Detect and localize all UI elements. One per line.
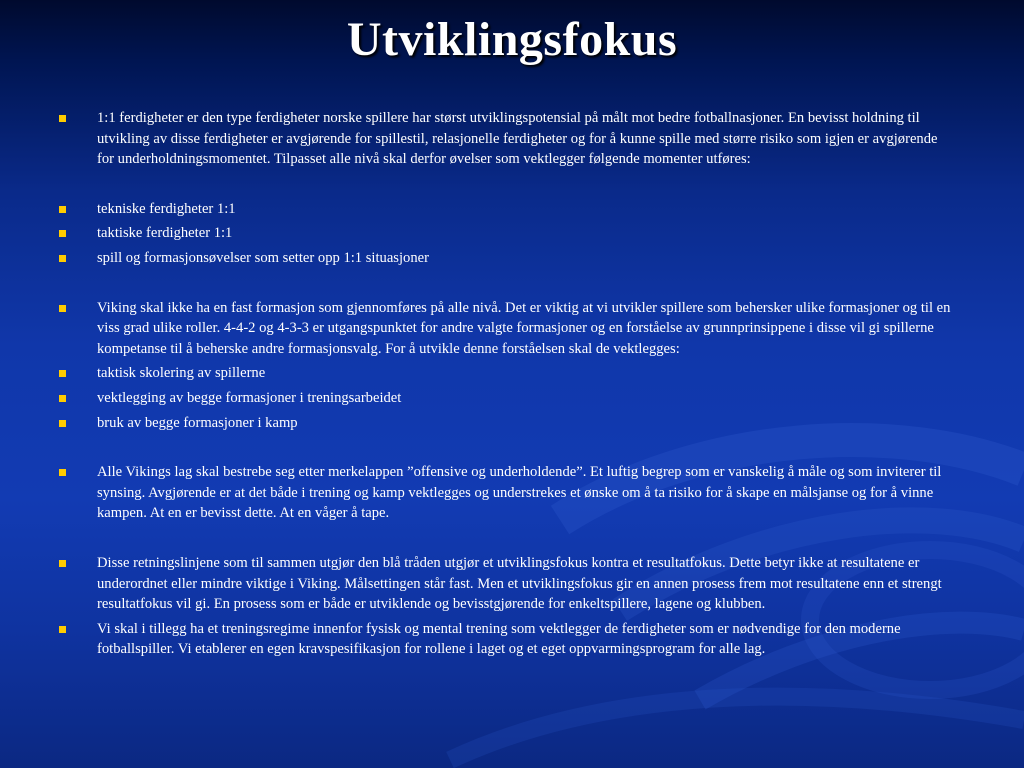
bullet-item <box>58 298 958 360</box>
square-bullet-icon <box>59 560 66 567</box>
bullet-text: taktiske ferdigheter 1:1 <box>97 225 233 242</box>
slide-content <box>58 108 958 660</box>
bullet-item <box>58 363 958 384</box>
bullet-item <box>58 413 958 434</box>
bullet-item <box>58 462 958 524</box>
bullet-text: Alle Vikings lag skal bestrebe seg etter merkelappen ”offensive og underholdende”. Et luftig begrep som er vanskelig å måle og som inviterer til synsing. Avgjørende er at det både i trening og kamp vektlegges og understrekes et ønske om å ta risiko for å skape en målsjanse og for å vinne kampen. At en er bevisst dette. At en våger å tape. <box>97 464 942 522</box>
bullet-item <box>58 248 958 269</box>
square-bullet-icon <box>59 206 66 213</box>
bullet-item <box>58 553 958 615</box>
bullet-item <box>58 108 958 170</box>
bullet-text: spill og formasjonsøvelser som setter opp 1:1 situasjoner <box>97 249 429 266</box>
bullet-item <box>58 619 958 660</box>
square-bullet-icon <box>59 115 66 122</box>
bullet-text: taktisk skolering av spillerne <box>97 365 266 382</box>
square-bullet-icon <box>59 395 66 402</box>
bullet-item <box>58 223 958 244</box>
square-bullet-icon <box>59 469 66 476</box>
bullet-text: bruk av begge formasjoner i kamp <box>97 414 298 431</box>
square-bullet-icon <box>59 626 66 633</box>
square-bullet-icon <box>59 230 66 237</box>
square-bullet-icon <box>59 420 66 427</box>
bullet-text: vektlegging av begge formasjoner i treningsarbeidet <box>97 389 402 406</box>
square-bullet-icon <box>59 305 66 312</box>
slide-title: Utviklingsfokus <box>346 13 678 66</box>
bullet-text: Vi skal i tillegg ha et treningsregime innenfor fysisk og mental trening som vektlegger de ferdigheter som er nødvendige for den moderne fotballspiller. Vi etablerer en egen kravspesifikasjon for rollene i laget og et eget oppvarmingsprogram for alle lag. <box>97 620 901 658</box>
square-bullet-icon <box>59 370 66 377</box>
bullet-text: tekniske ferdigheter 1:1 <box>97 200 236 217</box>
square-bullet-icon <box>59 255 66 262</box>
bullet-item <box>58 199 958 220</box>
bullet-text: Viking skal ikke ha en fast formasjon som gjennomføres på alle nivå. Det er viktig at vi utvikler spillere som behersker ulike formasjoner og til en viss grad ulike roller. 4-4-2 og 4-3-3 er utgangspunktet for andre valgte formasjoner og en forståelse av grunnprinsippene i disse vil gi spillerne kompetanse til å beherske andre formasjonsvalg. For å utvikle denne forståelsen skal de vektlegges: <box>97 299 951 357</box>
bullet-text: Disse retningslinjene som til sammen utgjør den blå tråden utgjør et utviklingsfokus kontra et resultatfokus. Dette betyr ikke at resultatene er underordnet eller mindre viktige i Viking. Målsettingen står fast. Men et utviklingsfokus gir en annen prosess frem mot resultatene enn et strengt resultatfokus vil gi. En prosess som er både er utviklende og bevisstgjørende for enkeltspillere, lagene og klubben. <box>97 554 942 613</box>
bullet-item <box>58 388 958 409</box>
bullet-text: 1:1 ferdigheter er den type ferdigheter norske spillere har størst utviklingspotensial på målt mot bedre fotballnasjoner. En bevisst holdning til utvikling av disse ferdigheter er avgjørende for spillestil, relasjonelle ferdigheter og for å kunne spille med større risiko som igjen er avgjørende for underholdningsmomentet. Tilpasset alle nivå skal derfor øvelser som vektlegger følgende momenter utføres: <box>97 110 938 168</box>
